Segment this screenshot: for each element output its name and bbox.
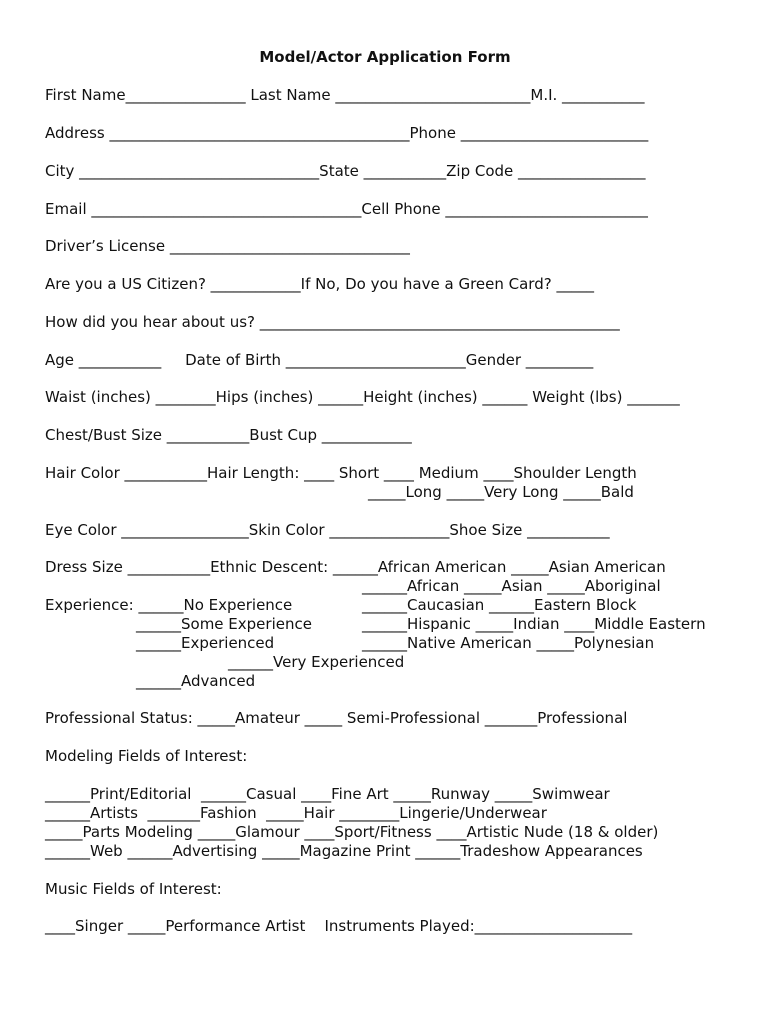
modeling-fields-1[interactable]: ______Print/Editorial ______Casual ____Fine Art _____Runway _____Swimwear [45,785,610,803]
address-row[interactable]: Address ________________________________________Phone _________________________ [45,124,649,142]
name-row[interactable]: First Name________________ Last Name __________________________M.I. ___________ [45,86,645,104]
modeling-fields-4[interactable]: ______Web ______Advertising _____Magazine Print ______Tradeshow Appearances [45,842,643,860]
form-title: Model/Actor Application Form [259,48,511,66]
modeling-fields-2[interactable]: ______Artists _______Fashion _____Hair ________Lingerie/Underwear [45,804,547,822]
hair-row[interactable]: Hair Color ___________Hair Length: ____ Short ____ Medium ____Shoulder Length [45,464,637,482]
referral-row[interactable]: How did you hear about us? ________________________________________________ [45,313,620,331]
eye-row[interactable]: Eye Color _________________Skin Color ________________Shoe Size ___________ [45,521,610,539]
dress-row[interactable]: Dress Size ___________Ethnic Descent: ______African American _____Asian American [45,558,666,576]
experience-advanced[interactable]: ______Advanced [136,672,256,690]
music-fields[interactable]: ____Singer _____Performance Artist Instruments Played:_____________________ [45,917,633,935]
email-row[interactable]: Email ____________________________________Cell Phone ___________________________ [45,200,648,218]
citizenship-row[interactable]: Are you a US Citizen? ____________If No, Do you have a Green Card? _____ [45,275,594,293]
modeling-heading: Modeling Fields of Interest: [45,747,248,765]
city-row[interactable]: City ________________________________State ___________Zip Code _________________ [45,162,646,180]
ethnicity-options-4[interactable]: ______Hispanic _____Indian ____Middle Eastern [362,615,706,633]
drivers-license-row[interactable]: Driver’s License ________________________________ [45,237,410,255]
experience-label[interactable]: Experience: ______No Experience [45,596,293,614]
ethnicity-options-2[interactable]: ______African _____Asian _____Aboriginal [362,577,661,595]
age-row[interactable]: Age ___________ Date of Birth ________________________Gender _________ [45,351,594,369]
experience-very[interactable]: ______Very Experienced [228,653,405,671]
experience-some[interactable]: ______Some Experience [136,615,312,633]
ethnicity-options-5[interactable]: ______Native American _____Polynesian [362,634,655,652]
modeling-fields-3[interactable]: _____Parts Modeling _____Glamour ____Sport/Fitness ____Artistic Nude (18 & older) [45,823,659,841]
experience-experienced[interactable]: ______Experienced [136,634,275,652]
music-heading: Music Fields of Interest: [45,880,222,898]
hair-length-options[interactable]: _____Long _____Very Long _____Bald [368,483,634,501]
professional-status-row[interactable]: Professional Status: _____Amateur _____ Semi-Professional _______Professional [45,709,628,727]
chest-row[interactable]: Chest/Bust Size ___________Bust Cup ____________ [45,426,412,444]
ethnicity-options-3[interactable]: ______Caucasian ______Eastern Block [362,596,637,614]
measurements-row[interactable]: Waist (inches) ________Hips (inches) ______Height (inches) ______ Weight (lbs) _______ [45,388,680,406]
